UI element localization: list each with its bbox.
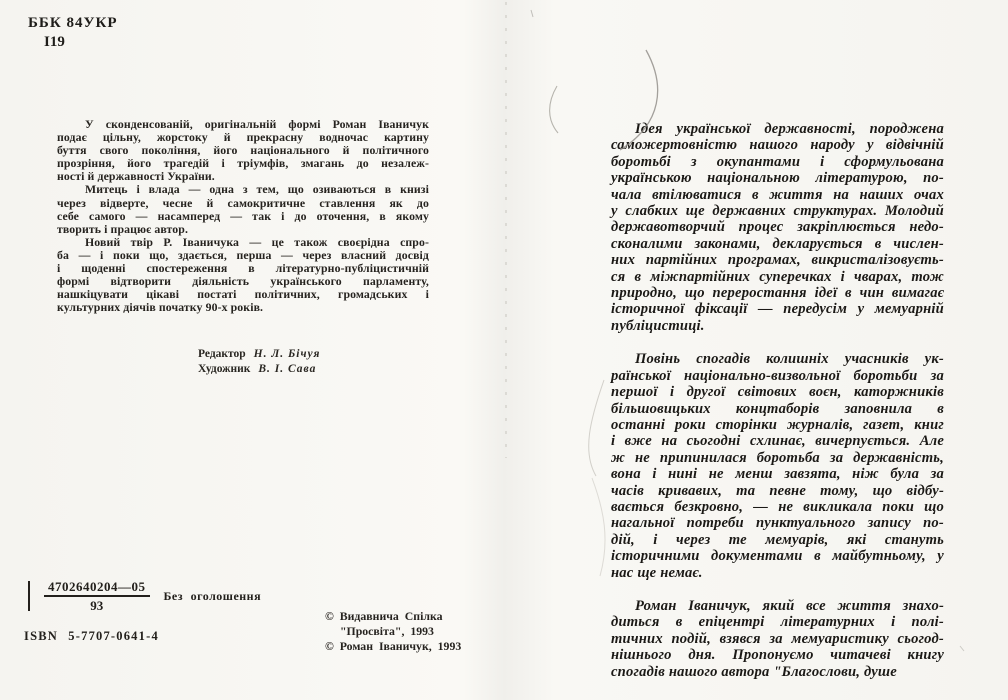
preface-text-block	[611, 121, 944, 697]
editor-credit	[198, 347, 320, 362]
artist-credit	[198, 362, 320, 377]
preface-paragraph-3: Роман Іваничук, який все життя знахо- диться в епіцентрі літературних і полі- тичних подій, взявся за мемуаристику сьогод- нішнього дня. Пропонуємо читачеві книгу спогадів нашого автора "Благослови, душе	[611, 597, 944, 680]
catalog-denominator: 93	[90, 598, 104, 613]
isbn-line: ISBN 5-7707-0641-4	[24, 629, 159, 643]
bbk-code: ББК 84УКР	[28, 15, 118, 31]
author-index: І19	[44, 34, 65, 50]
annotation-block	[57, 118, 429, 314]
catalog-numerator: 4702640204—05	[44, 579, 150, 597]
publisher-copyright-line-1: © Видавнича Спілка	[325, 609, 443, 623]
catalog-left-rule	[28, 581, 30, 611]
catalog-fraction	[44, 579, 150, 613]
speck-bottom-right	[960, 646, 964, 651]
author-copyright-line: © Роман Іваничук, 1993	[325, 639, 462, 653]
pencil-arc-small	[550, 86, 558, 133]
preface-paragraph-1: Ідея української державності, породжена саможертовністю нашого народу у відвічній боротьбі з окупантами і сформульована українською національною літературою, по- чала втілюватися в життя на наших очах у слабких ще державних структурах. Молодий державотворчий процес закріплюється недо- сконалими законами, декларується в числен- них партійних програмах, викристалізовуєть- ся в міжпартійних суперечках і чварах, тож природно, що переростання ідеї в чин вимагає історичної фіксації — передусім у мемуарній публіцистиці.	[611, 121, 944, 334]
pencil-scratch-2	[592, 478, 605, 576]
preface-paragraph-2: Повінь спогадів колишніх учасників ук- раїнської національно-визвольної боротьби за першої і другої світових воєн, каторжників більшовицьких концтаборів заповнила в останні роки сторінки журналів, газет, книг і вже на сьогодні схлинає, вичерпується. Але ж не припинилася боротьба за державність, вона і нині не менш завзята, ніж була за часів кривавих, та певне тому, що відбу- вається безкровно, — не викликала поки що нагальної потреби пунктуального запису по- дій, і через те мемуарів, які стануть історичними документами в майбутньому, у нас ще немає.	[611, 351, 944, 581]
pencil-scratch-1	[589, 380, 604, 476]
annotation-paragraph-1: У сконденсованій, оригінальній формі Роман Іваничук подає цільну, жорстоку й прекрасну водночас картину буття свого покоління, його національного й політичного прозріння, його трагедій і тріумфів, змагань до незалеж- ності й державності України.	[57, 117, 429, 184]
annotation-paragraph-2: Митець і влада — одна з тем, що озиваються в книзі через відверте, чесне й самокритичне ставлення як до себе самого — насамперед — так і до оточення, в якому творить і працює автор.	[57, 182, 429, 236]
editor-name: Н. Л. Бічуя	[253, 348, 321, 360]
editor-role-label: Редактор	[198, 348, 246, 360]
artist-role-label: Художник	[198, 362, 251, 375]
speck-top	[531, 10, 533, 17]
catalog-number-block	[28, 579, 261, 613]
annotation-paragraph-3: Новий твір Р. Іваничука — це також своєрідна спро- ба — і поки що, здається, перша — через власний досвід і щоденні спостереження в літературно-публіцистичній формі відтворити діяльність українського парламенту, нашкіцувати цікаві постаті політичних, громадських і культурних діячів початку 90-х років.	[57, 234, 429, 315]
publisher-copyright-line-2: "Просвіта", 1993	[340, 624, 434, 638]
bbk-classification-block	[28, 14, 118, 52]
catalog-note: Без оголошення	[163, 588, 262, 603]
artist-name: В. І. Сава	[258, 362, 317, 375]
credits-block	[198, 347, 320, 376]
copyright-block	[325, 609, 461, 654]
